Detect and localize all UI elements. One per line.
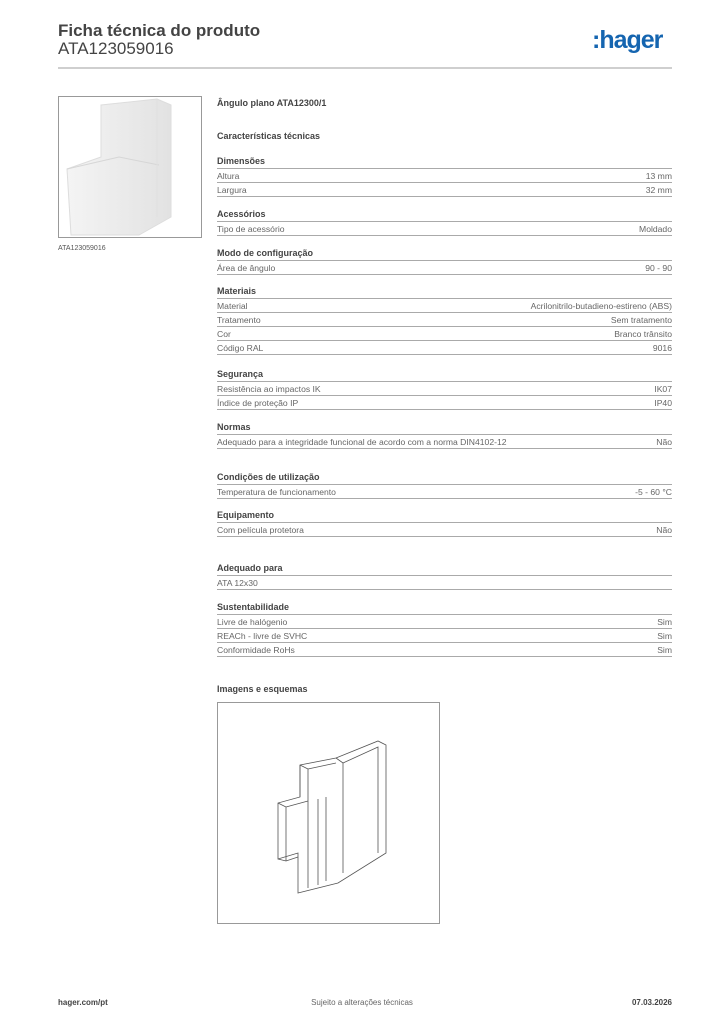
section-header: Materiais	[217, 285, 672, 299]
spec-row	[217, 313, 672, 327]
section-header: Dimensões	[217, 155, 672, 169]
page-title: Ficha técnica do produto	[58, 21, 261, 40]
hager-logo: :hager	[592, 26, 663, 54]
section-header: Segurança	[217, 368, 672, 382]
section-header: Condições de utilização	[217, 471, 672, 485]
spec-label: Cor	[217, 329, 231, 339]
product-name: Ângulo plano ATA12300/1	[217, 98, 327, 108]
footer-date: 07.03.2026	[631, 998, 672, 1007]
spec-section	[217, 509, 672, 537]
spec-label: Área de ângulo	[217, 263, 276, 273]
spec-row	[217, 643, 672, 657]
spec-label: Material	[217, 301, 248, 311]
spec-row	[217, 629, 672, 643]
spec-row	[217, 523, 672, 537]
spec-section	[217, 155, 672, 197]
spec-label: Livre de halógenio	[217, 617, 288, 627]
spec-label: Largura	[217, 185, 247, 195]
spec-row	[217, 396, 672, 410]
spec-label: Resistência ao impactos IK	[217, 384, 321, 394]
section-header: Sustentabilidade	[217, 601, 672, 615]
product-code: ATA123059016	[58, 39, 174, 58]
spec-label: Temperatura de funcionamento	[217, 487, 336, 497]
spec-value: Não	[656, 437, 672, 447]
section-header: Acessórios	[217, 208, 672, 222]
spec-row	[217, 222, 672, 236]
section-header: Adequado para	[217, 562, 672, 576]
spec-row	[217, 382, 672, 396]
spec-row	[217, 261, 672, 275]
section-header: Normas	[217, 421, 672, 435]
spec-label: Tipo de acessório	[217, 224, 285, 234]
images-title: Imagens e esquemas	[217, 684, 308, 694]
spec-row	[217, 169, 672, 183]
spec-row	[217, 341, 672, 355]
spec-label: Altura	[217, 171, 240, 181]
spec-label: Código RAL	[217, 343, 264, 353]
spec-value: IP40	[654, 398, 672, 408]
spec-row	[217, 183, 672, 197]
spec-value: Não	[656, 525, 672, 535]
spec-value: Moldado	[639, 224, 672, 234]
spec-label: Com película protetora	[217, 525, 304, 535]
header-divider	[58, 67, 672, 69]
spec-section	[217, 247, 672, 275]
spec-value: 90 - 90	[645, 263, 672, 273]
footer-note: Sujeito a alterações técnicas	[311, 998, 413, 1007]
spec-section	[217, 471, 672, 499]
spec-value: IK07	[654, 384, 672, 394]
spec-label: ATA 12x30	[217, 578, 258, 588]
photo-caption: ATA123059016	[58, 245, 106, 252]
technical-drawing	[217, 702, 440, 924]
spec-section	[217, 601, 672, 657]
product-photo	[58, 96, 202, 238]
spec-value: Sim	[657, 645, 672, 655]
spec-label: Tratamento	[217, 315, 261, 325]
spec-value: Sem tratamento	[610, 315, 672, 325]
spec-section	[217, 368, 672, 410]
spec-section	[217, 562, 672, 590]
spec-value: Branco trânsito	[614, 329, 672, 339]
spec-label: REACh - livre de SVHC	[217, 631, 308, 641]
spec-row	[217, 615, 672, 629]
spec-row	[217, 299, 672, 313]
spec-row	[217, 435, 672, 449]
spec-label: Conformidade RoHs	[217, 645, 295, 655]
spec-section	[217, 208, 672, 236]
spec-value: Acrilonitrilo-butadieno-estireno (ABS)	[530, 301, 672, 311]
spec-value: 13 mm	[645, 171, 672, 181]
spec-section	[217, 421, 672, 449]
spec-value: Sim	[657, 617, 672, 627]
spec-row	[217, 327, 672, 341]
spec-value: 9016	[652, 343, 672, 353]
spec-value: Sim	[657, 631, 672, 641]
spec-value: 32 mm	[645, 185, 672, 195]
spec-section	[217, 285, 672, 355]
section-header: Modo de configuração	[217, 247, 672, 261]
spec-label: Índice de proteção IP	[217, 398, 299, 408]
spec-label: Adequado para a integridade funcional de acordo com a norma DIN4102-12	[217, 437, 507, 447]
characteristics-title: Características técnicas	[217, 131, 321, 141]
spec-row	[217, 576, 672, 590]
spec-value: -5 - 60 °C	[635, 487, 672, 497]
footer-site-link[interactable]: hager.com/pt	[58, 998, 108, 1007]
section-header: Equipamento	[217, 509, 672, 523]
spec-row	[217, 485, 672, 499]
